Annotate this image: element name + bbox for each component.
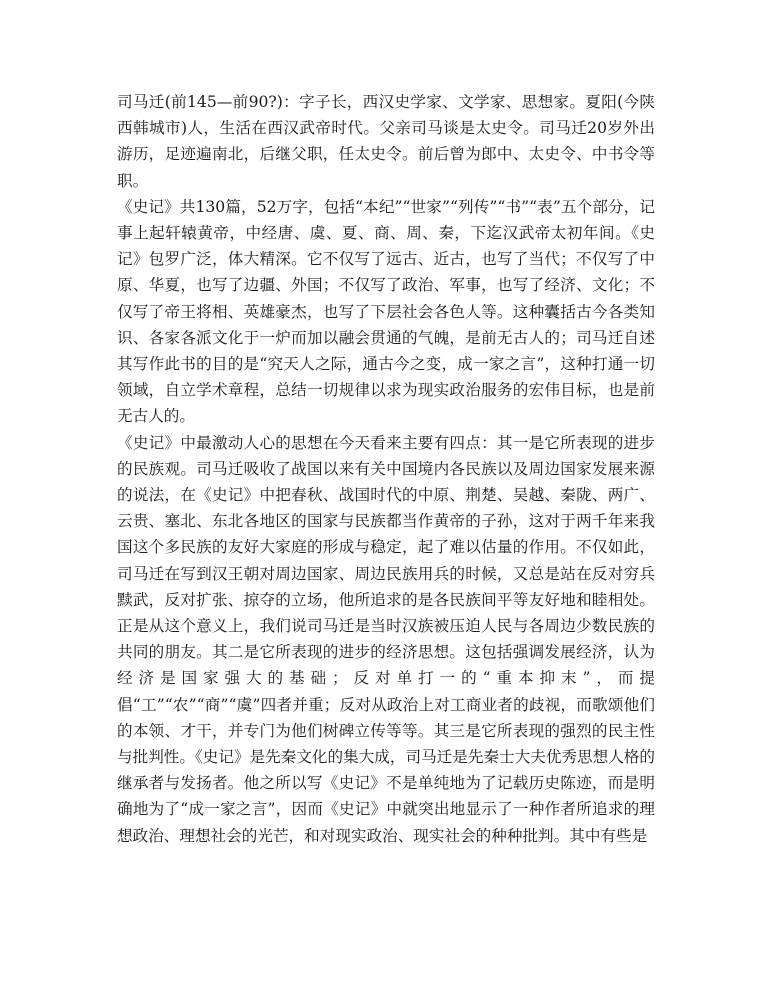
paragraph-shiji-thought: 《史记》中最激动人心的思想在今天看来主要有四点：其一是它所表现的进步的民族观。司马迁吸收了战国以来有关中国境内各民族以及周边国家发展来源的说法，在《史记》中把春秋、战国时代的中原、荆楚、吴越、秦陇、两广、云贵、塞北、东北各地区的国家与民族都当作黄帝的子孙，这对于两千年来我国这个多民族的友好大家庭的形成与稳定，起了难以估量的作用。不仅如此，司马迁在写到汉王朝对周边国家、周边民族用兵的时候，又总是站在反对穷兵黩武，反对扩张、掠夺的立场，他所追求的是各民族间平等友好地和睦相处。正是从这个意义上，我们说司马迁是当时汉族被压迫人民与各周边少数民族的共同的朋友。其二是它所表现的进步的经济思想。这包括强调发展经济，认为经济是国家强大的基础；反对单打一的“重本抑末”，而提倡“工”“农”“商”“虞”四者并重；反对从政治上对工商业者的歧视，而歌颂他们的本领、才干，并专门为他们树碑立传等等。其三是它所表现的强烈的民主性与批判性。《史记》是先秦文化的集大成，司马迁是先秦士大夫优秀思想人格的继承者与发扬者。他之所以写《史记》不是单纯地为了记载历史陈迹，而是明确地为了“成一家之言”，因而《史记》中就突出地显示了一种作者所追求的理想政治、理想社会的光芒，和对现实政治、现实社会的种种批判。其中有些是: [117, 433, 655, 845]
paragraph-shiji-overview: 《史记》共130篇，52万字，包括“本纪”“世家”“列传”“书”“表”五个部分，记事上起轩辕黄帝，中经唐、虞、夏、商、周、秦，下迄汉武帝太初年间。《史记》包罗广泛，体大精深。它不仅写了远古、近古，也写了当代；不仅写了中原、华夏，也写了边疆、外国；不仅写了政治、军事，也写了经济、文化；不仅写了帝王将相、英雄豪杰，也写了下层社会各色人等。这种囊括古今各类知识、各家各派文化于一炉而加以融会贯通的气魄，是前无古人的；司马迁自述其写作此书的目的是“究天人之际，通古今之变，成一家之言”，这种打通一切领域，自立学术章程，总结一切规律以求为现实政治服务的宏伟目标，也是前无古人的。: [117, 197, 655, 426]
paragraph-sima-qian-bio: 司马迁(前145—前90?)：字子长，西汉史学家、文学家、思想家。夏阳(今陕西韩城市)人，生活在西汉武帝时代。父亲司马谈是太史令。司马迁20岁外出游历，足迹遍南北，后继父职，任太史令。前后曾为郎中、太史令、中书令等职。: [117, 93, 655, 190]
document-body: [117, 89, 655, 849]
